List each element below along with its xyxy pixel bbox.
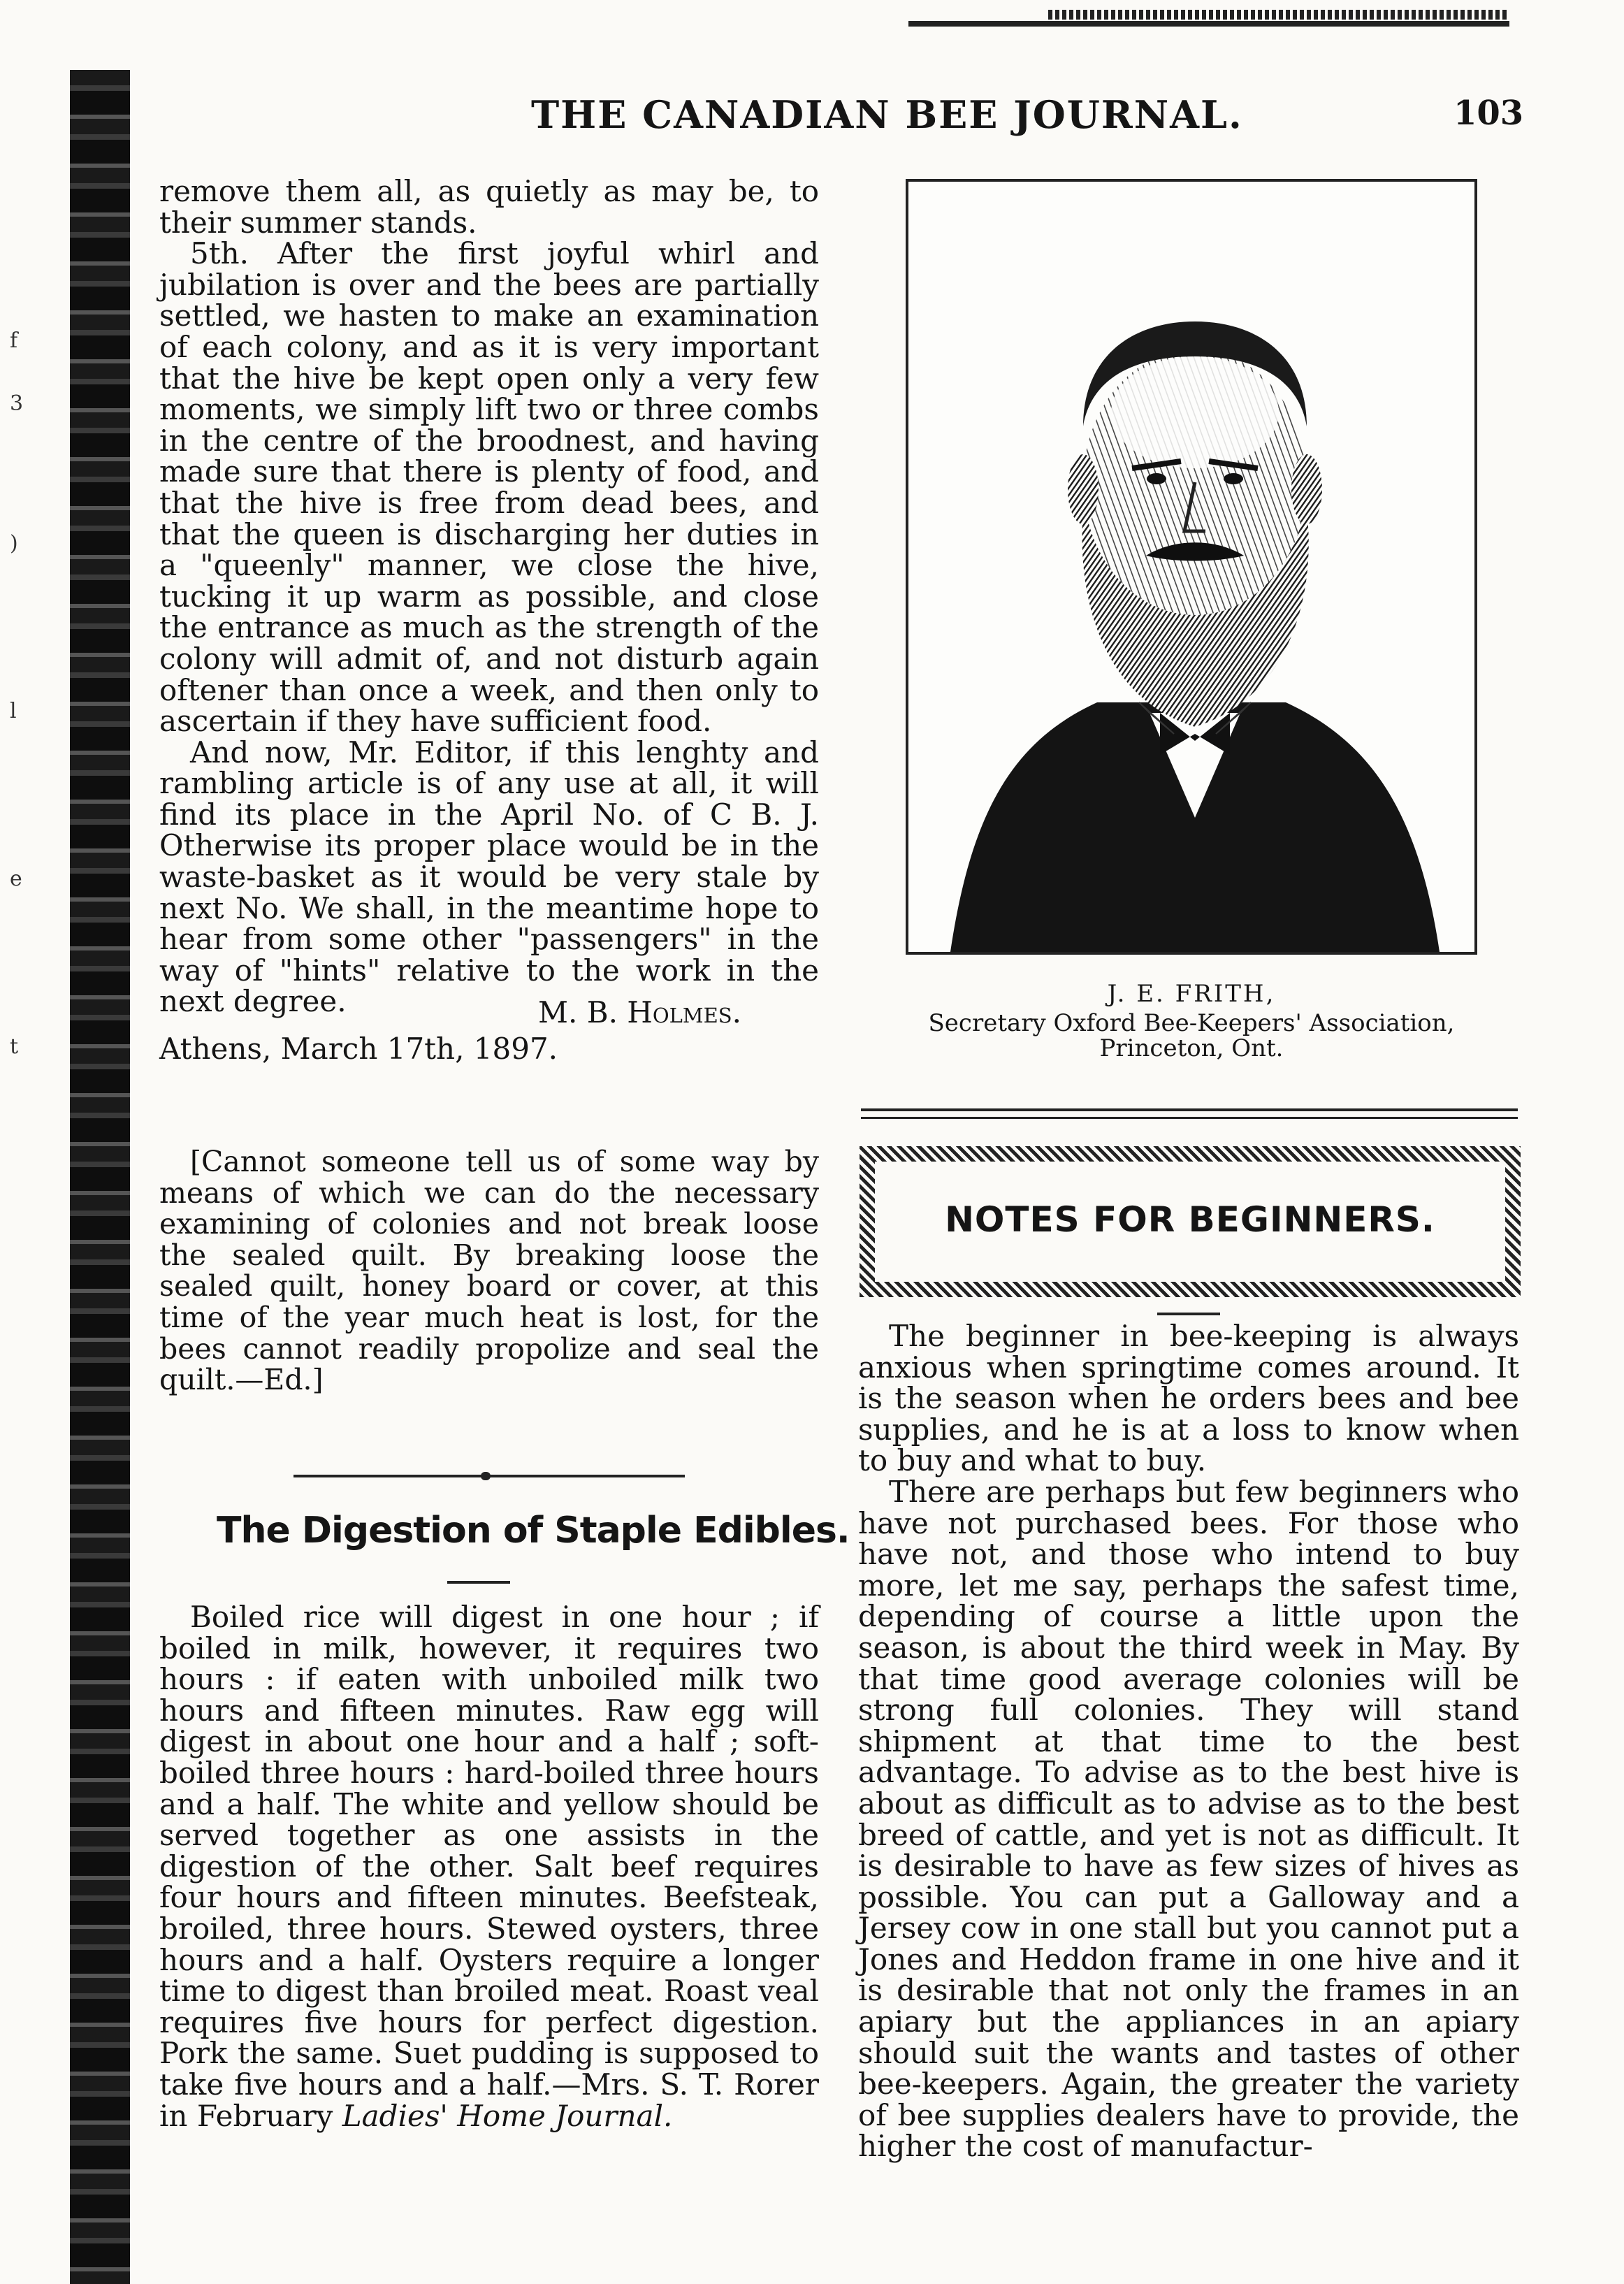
margin-mark: 3	[10, 391, 24, 416]
double-rule	[861, 1117, 1518, 1119]
article-body	[159, 1602, 819, 2132]
heading-rule	[1157, 1313, 1220, 1315]
page-number: 103	[1453, 94, 1524, 133]
right-column-body	[858, 1321, 1519, 2162]
article-source: Ladies' Home Journal.	[342, 2098, 673, 2133]
portrait-caption	[906, 1011, 1477, 1061]
paragraph: 5th. After the first joyful whirl and jubilation is over and the bees are partially settled, we hasten to make an examination of each colony, and as it is very important that the hive be kept open only a very few moments, we simply lift two or three combs in the centre of the broodnest, and having made sure that there is plenty of food, and that the hive is free from dead bees, and that the queen is discharging her duties in a "queenly" manner, we close the hive, tucking it up warm as possible, and close the entrance as much as the strength of the colony will admit of, and not disturb again oftener than once a week, and then only to ascertain if they have sufficient food.	[159, 236, 819, 739]
article-heading: The Digestion of Staple Edibles.	[217, 1510, 850, 1552]
scan-top-rule	[908, 21, 1509, 27]
margin-mark: e	[10, 867, 22, 891]
editor-note: [Cannot someone tell us of some way by means of which we can do the necessary examining of colonies and not break loose the sealed quilt. By breaking loose the sealed quilt, honey board or cover, at this time of the year much heat is lost, for the bees cannot readily propolize and seal the quilt.—Ed.]	[159, 1145, 819, 1397]
section-heading: NOTES FOR BEGINNERS.	[945, 1199, 1435, 1240]
scan-top-noise	[1048, 10, 1509, 20]
dateline: Athens, March 17th, 1897.	[159, 1032, 558, 1066]
portrait-frame	[906, 179, 1477, 955]
scan-binding-edge	[70, 70, 130, 2284]
author-signature: M. B. Holmes.	[538, 995, 742, 1029]
paragraph: And now, Mr. Editor, if this lenghty and rambling article is of any use at all, it will find its place in the April No. of C B. J. Otherwise its proper place would be in the waste-basket as it would be very stale by next No. We shall, in the meantime hope to hear from some other "passengers" in the way of "hints" relative to the work in the next degree.	[159, 735, 819, 1019]
heading-rule	[447, 1581, 510, 1584]
divider-ornament	[481, 1472, 491, 1480]
portrait-name: J. E. FRITH,	[1107, 980, 1276, 1008]
article-text: Boiled rice will digest in one hour ; if boiled in milk, however, it requires two hours : if eaten with unboiled milk two hours and fifteen minutes. Raw egg will digest in about one hour and a half ; soft-boiled three hours : hard-boiled three hours and a half. The white and yellow should be served together as one assists in the digestion of the other. Salt beef requires four hours and fifteen minutes. Beefsteak, broiled, three hours. Stewed oysters, three hours and a half. Oysters require a longer time to digest than broiled meat. Roast veal requires five hours for perfect digestion. Pork the same. Suet pudding is supposed to take five hours and a half.—Mrs. S. T. Rorer in February	[159, 1600, 819, 2133]
paragraph: The beginner in bee-keeping is always anxious when springtime comes around. It is the season when he orders bees and bee supplies, and he is at a loss to know when to buy and what to buy.	[858, 1319, 1519, 1478]
caption-line: Secretary Oxford Bee-Keepers' Association,	[928, 1009, 1455, 1037]
running-title: THE CANADIAN BEE JOURNAL.	[531, 92, 1243, 137]
left-column-body	[159, 176, 819, 1018]
caption-line: Princeton, Ont.	[1099, 1034, 1284, 1062]
double-rule	[861, 1108, 1518, 1111]
paragraph: There are perhaps but few beginners who have not purchased bees. For those who have not, and those who intend to buy more, let me say, perhaps the safest time, depending of course a little upon the season, is about the third week in May. By that time good average colonies will be strong full colonies. They will stand shipment at that time to the best advantage. To advise as to the best hive is about as difficult as to advise as to the best breed of cattle, and yet is not as difficult. It is desirable to have as few sizes of hives as possible. You can put a Galloway and a Jersey cow in one stall but you cannot put a Jones and Heddon frame in one hive and it is desirable that not only the frames in an apiary but the appliances in an apiary should suit the wants and tastes of other bee-keepers. Again, the greater the variety of bee supplies dealers have to provide, the higher the cost of manufactur-	[858, 1474, 1519, 2164]
margin-mark: f	[10, 328, 18, 353]
portrait-engraving	[908, 182, 1474, 952]
margin-mark: l	[10, 699, 17, 723]
paragraph: remove them all, as quietly as may be, to their summer stands.	[159, 174, 819, 240]
margin-mark: )	[10, 531, 18, 556]
margin-mark: t	[10, 1034, 19, 1059]
